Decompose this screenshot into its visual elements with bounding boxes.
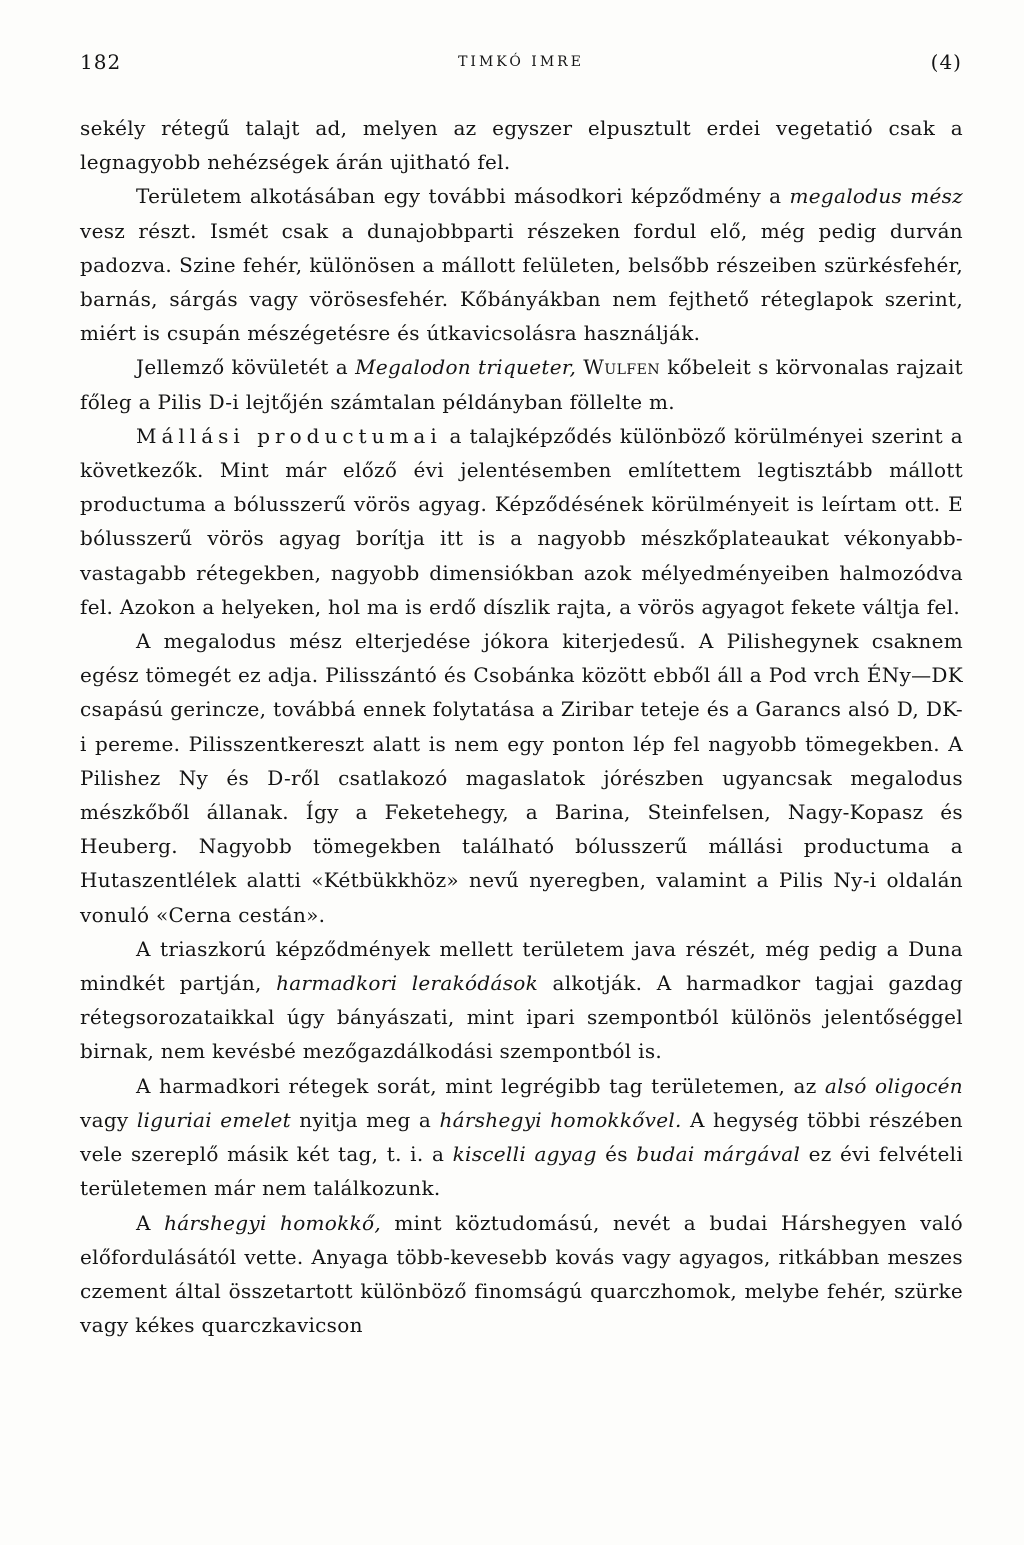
text-run: Jellemző kövületét a [136,355,356,380]
paragraph [80,350,963,418]
page-header [80,50,962,80]
text-run: és [596,1142,637,1167]
italic-term: budai márgával [636,1142,801,1167]
paragraph [80,111,963,179]
text-run: A megalodus mész elterjedése jókora kiterjedesű. A Pilishegynek csaknem egész tömegét ez adja. Pilisszántó és Csobánka között ebből áll a Pod vrch ÉNy—DK csapású gerincze, továbbá ennek folytatása a Ziribar teteje és a Garancs alsó D, DK-i pereme. Pilisszentkereszt alatt is nem egy ponton lép fel nagyobb tömegekben. A Pilishez Ny és D-ről csatlakozó magaslatok jórészben ugyancsak megalodus mészkőből állanak. Így a Feketehegy, a Barina, Steinfelsen, Nagy-Kopasz és Heuberg. Nagyobb tömegekben található bólusszerű mállási productuma a Hutaszentlélek alatti «Kétbükkhöz» nevű nyeregben, valamint a Pilis Ny-i oldalán vonuló «Cerna cestán». [80,629,963,927]
text-run: a talajképződés különböző körülményei szerint a következők. Mint már előző évi jelentésemben említettem legtisztább mállott productuma a bólusszerű vörös agyag. Képződésének körülményeit is leírtam ott. E bólusszerű vörös agyag borítja itt is a nagyobb mészkőplateaukat vékonyabb-vastagabb rétegekben, nagyobb dimensiókban azok mélyedményeiben halmozódva fel. Azokon a helyeken, hol ma is erdő díszlik rajta, a vörös agyagot fekete váltja fel. [80,423,963,619]
text-run: nyitja meg a [291,1107,440,1132]
page-number: 182 [80,50,122,74]
text-run: A hegység többi részében vele szereplő másik két tag, t. i. a [80,1107,963,1167]
italic-term: kiscelli agyag [452,1142,597,1167]
italic-term: harmadkori lerakódások [276,971,539,996]
text-run: A triaszkorú képződmények mellett területem java részét, még pedig a Duna mindkét partján, [80,936,963,996]
text-run: mint köztudomású, nevét a budai Hárshegyen való előfordulásától vette. Anyaga több-kevesebb kovás vagy agyagos, ritkábban meszes czement által összetartott különböző finomságú quarczhomok, melybe fehér, szürke vagy kékes quarczkavicson [80,1210,963,1338]
section-number: (4) [930,50,962,74]
paragraph [80,1206,963,1343]
author-name: Wulfen [583,355,661,380]
spaced-heading: Mállási productumai [136,423,442,448]
running-head: TIMKÓ IMRE [458,54,584,70]
paragraph [80,179,963,350]
paragraph [80,932,963,1069]
body-text [80,111,963,1342]
italic-term: hárshegyi homokkővel. [439,1107,682,1132]
text-run: sekély rétegű talajt ad, melyen az egyszer elpusztult erdei vegetatió csak a legnagyobb nehézségek árán ujitható fel. [80,116,963,175]
text-run: Területem alkotásában egy további másodkori képződmény a [136,184,790,209]
paragraph [80,419,963,624]
paragraph [80,1069,963,1206]
paragraph [80,624,963,932]
italic-term: alsó oligocén [824,1073,963,1098]
text-run: ez évi felvételi területemen már nem találkozunk. [80,1142,964,1201]
text-run: A harmadkori rétegek sorát, mint legrégibb tag területemen, az [136,1073,825,1098]
text-run: A [136,1210,165,1235]
text-run: alkotják. A harmadkor tagjai gazdag rétegsorozataikkal úgy bányászati, mint ipari szempontból különös jelentőséggel birnak, nem kevésbé mezőgazdálkodási szempontból is. [80,971,963,1064]
italic-term: hárshegyi homokkő, [164,1210,381,1235]
text-run: kőbeleit s körvonalas rajzait főleg a Pilis D-i lejtőjén számtalan példányban föllelte m. [80,355,963,414]
italic-term: Megalodon triqueter, [355,355,577,380]
text-run: vagy [80,1107,137,1132]
text-run: vesz részt. Ismét csak a dunajobbparti részeken fordul elő, még pedig durván padozva. Szine fehér, különösen a mállott felületen, belsőbb részeiben szürkésfehér, barnás, sárgás vagy vörösesfehér. Kőbányákban nem fejthető réteglapok szerint, miért is csupán mészégetésre és útkavicsolásra használják. [80,218,963,346]
italic-term: megalodus mész [789,184,963,209]
italic-term: liguriai emelet [136,1107,291,1132]
